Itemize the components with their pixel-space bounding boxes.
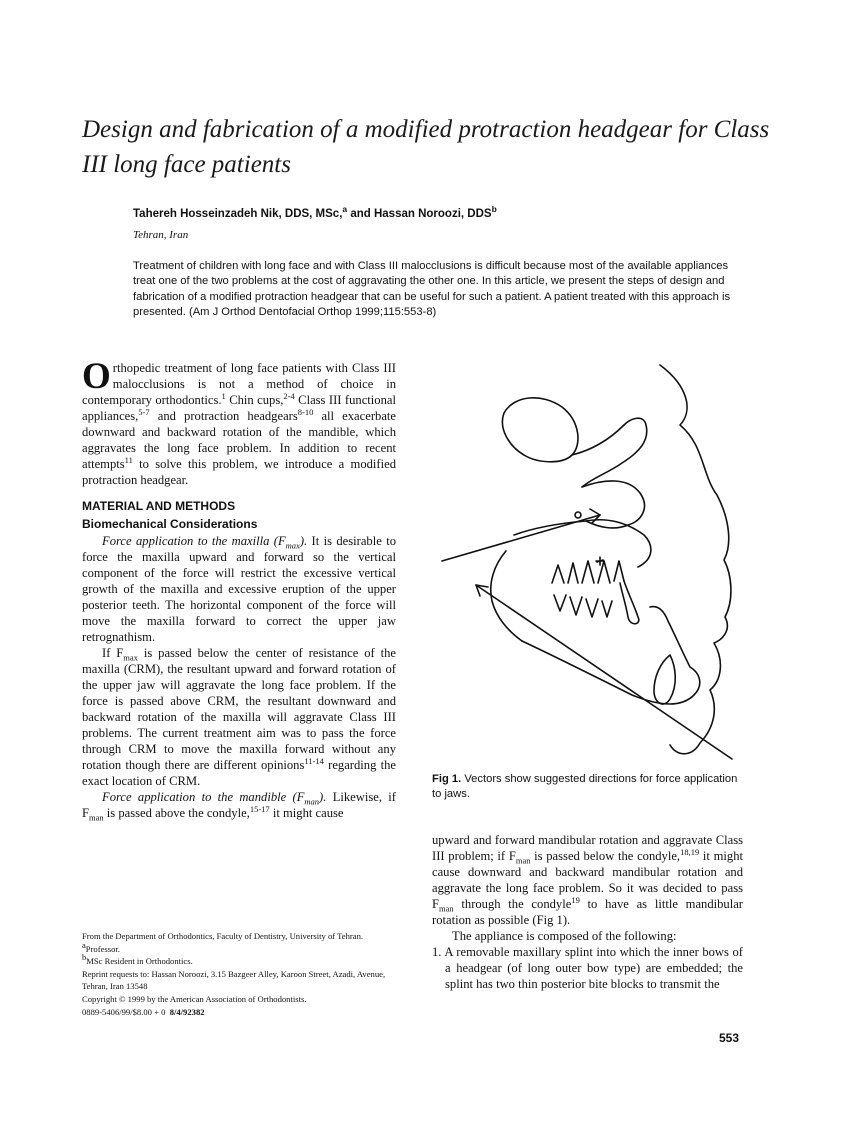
ref-mark: 19: [571, 894, 580, 905]
subscript: max: [123, 652, 138, 663]
footnote-code: [82, 1006, 402, 1019]
maxilla-outline: [514, 520, 651, 567]
ref-mark: 8-10: [297, 406, 314, 417]
paragraph-text: is passed below the condyle,: [530, 849, 681, 863]
figure-caption: [432, 772, 747, 802]
paragraph-text: is passed above the condyle,: [103, 806, 250, 820]
author-1: Tahereh Hosseinzadeh Nik, DDS, MSc,: [133, 208, 343, 220]
ref-mark: 11-14: [304, 755, 324, 766]
orbit-outline: [502, 398, 578, 462]
affiliation-mark-a: a: [342, 204, 348, 215]
ref-mark: 15-17: [249, 803, 270, 814]
intro-text-6: to solve this problem, we introduce a modified protraction headgear.: [82, 457, 396, 487]
list-item: 1. A removable maxillary splint into which the inner bows of a headgear (of long outer bow type) are embedded; the splint has two thin posterior bite blocks to transmit the: [432, 945, 743, 991]
chin-symphysis: [654, 655, 675, 704]
paragraph-text: If F: [102, 646, 124, 660]
lower-teeth: [554, 595, 612, 617]
drop-cap: O: [82, 356, 111, 397]
figure-label: Fig 1.: [432, 773, 462, 785]
subscript: max: [285, 540, 300, 551]
ref-mark: 18,19: [680, 846, 700, 857]
abstract: Treatment of children with long face and with Class III malocclusions is difficult because most of the available appliances treat one of the two problems at the cost of aggravating the other one. In this article, we present the steps of design and fabrication of a modified protraction headgear that can be useful for such a patient. A patient treated with this approach is presented. (Am J Orthod Dentofacial Orthop 1999;115:553-8): [133, 260, 731, 318]
ref-mark: 11: [124, 454, 133, 465]
run-in-heading: Force application to the maxilla (F: [102, 534, 286, 548]
skull-outline: [660, 365, 731, 754]
footnote-reprint: Reprint requests to: Hassan Noroozi, 3.15 Bazgeer Alley, Karoon Street, Azadi, Avenue, Tehran, Iran 13548: [82, 968, 386, 992]
intro-text-2: Chin cups,: [225, 393, 284, 407]
maxilla-force-vector: [442, 515, 600, 561]
article-title: Design and fabrication of a modified protraction headgear for Class III long face patients: [82, 116, 770, 178]
footnote-code-bold: 8/4/92382: [169, 1006, 205, 1017]
intro-paragraph: [82, 356, 396, 488]
paragraph-text: it might cause: [269, 806, 344, 820]
footnote-copyright: Copyright © 1999 by the American Association of Orthodontists.: [82, 993, 307, 1004]
paragraph-maxilla: [82, 533, 396, 645]
paragraph-text: through the condyle: [453, 897, 572, 911]
sphenoid-outline: [572, 418, 647, 487]
right-column: [432, 832, 743, 992]
footnote-department: From the Department of Orthodontics, Faculty of Dentistry, University of Tehran.: [82, 931, 364, 941]
footnote-mark: b: [82, 952, 87, 963]
ref-mark: 2-4: [283, 390, 295, 401]
subscript: man: [89, 812, 104, 823]
paragraph-text: Likewise, if F: [82, 790, 396, 820]
intro-text-4: and protraction headgears: [149, 409, 298, 423]
run-in-heading-end: ).: [319, 790, 327, 804]
paragraph-text: It is desirable to force the maxilla upward and forward so the vertical component of the force will restrict the excessive vertical growth of the maxilla and excessive eruption of the upper posterior teeth. The horizontal component of the force will move the maxilla forward to correct the upper jaw retrognathism.: [82, 534, 396, 644]
subscript: man: [439, 903, 454, 914]
run-in-heading: Force application to the mandible (F: [102, 790, 305, 804]
cephalometric-figure: [432, 355, 752, 760]
footnote-b: [82, 952, 402, 968]
ramus-outline: [491, 551, 522, 641]
footnote-text: Professor.: [85, 943, 120, 954]
affiliation-mark-b: b: [491, 204, 497, 215]
left-column: [82, 356, 396, 823]
section-heading: MATERIAL AND METHODS: [82, 499, 236, 513]
paragraph-text: is passed below the center of resistance of the maxilla (CRM), the resultant upward and forward rotation of the upper jaw will aggravate the long face problem. If the force is passed above CRM, the resultant downward and backward rotation of the maxilla will aggravate Class III problems. The current treatment aim was to pass the force through CRM to move the maxilla forward without any rotation though there are different opinions: [82, 646, 396, 772]
footnote-mark: a: [82, 939, 86, 950]
run-in-heading-end: ).: [299, 534, 308, 548]
ref-mark: 1: [221, 390, 226, 401]
composition-intro: The appliance is composed of the following:: [452, 929, 677, 943]
intro-text-1: rthopedic treatment of long face patients with Class III malocclusions is not a method of choice in contemporary orthodontics.: [82, 361, 396, 407]
paragraph-text: it might cause downward and backward mandibular rotation and aggravate the long face problem. So it was decided to pass F: [432, 849, 743, 911]
upper-teeth: [552, 561, 624, 583]
paragraph-continued: [432, 832, 743, 928]
footnotes: [82, 930, 402, 1018]
author-2: and Hassan Noroozi, DDS: [347, 208, 492, 220]
footnote-text: MSc Resident in Orthodontics.: [86, 956, 193, 967]
subscript: man: [515, 855, 531, 866]
paragraph-text: upward and forward mandibular rotation and aggravate Class III problem; if F: [432, 833, 743, 863]
incisor: [620, 581, 639, 624]
intro-text-3: Class III functional appliances,: [82, 393, 396, 423]
figure-caption-text: Vectors show suggested directions for force application to jaws.: [432, 773, 738, 800]
subscript: man: [304, 796, 320, 807]
paragraph-text: regarding the exact location of CRM.: [82, 758, 396, 788]
paragraph-crm: [82, 645, 396, 789]
condyle-point: [575, 512, 581, 518]
page-number: 553: [719, 1031, 740, 1045]
author-location: Tehran, Iran: [133, 229, 189, 241]
footnote-code-text: 0889-5406/99/$8.00 + 0: [82, 1006, 166, 1017]
ref-mark: 5-7: [138, 406, 150, 417]
paragraph-mandible: [82, 789, 396, 821]
paragraph-text: to have as little mandibular rotation as possible (Fig 1).: [432, 897, 744, 927]
mandible-force-vector: [476, 585, 732, 759]
footnote-a: [82, 939, 402, 956]
subsection-heading: Biomechanical Considerations: [82, 517, 258, 531]
intro-text-5: all exacerbate downward and backward rotation of the mandible, which aggravates the long face problem. In addition to recent attempts: [82, 409, 396, 471]
author-line: [133, 204, 497, 220]
